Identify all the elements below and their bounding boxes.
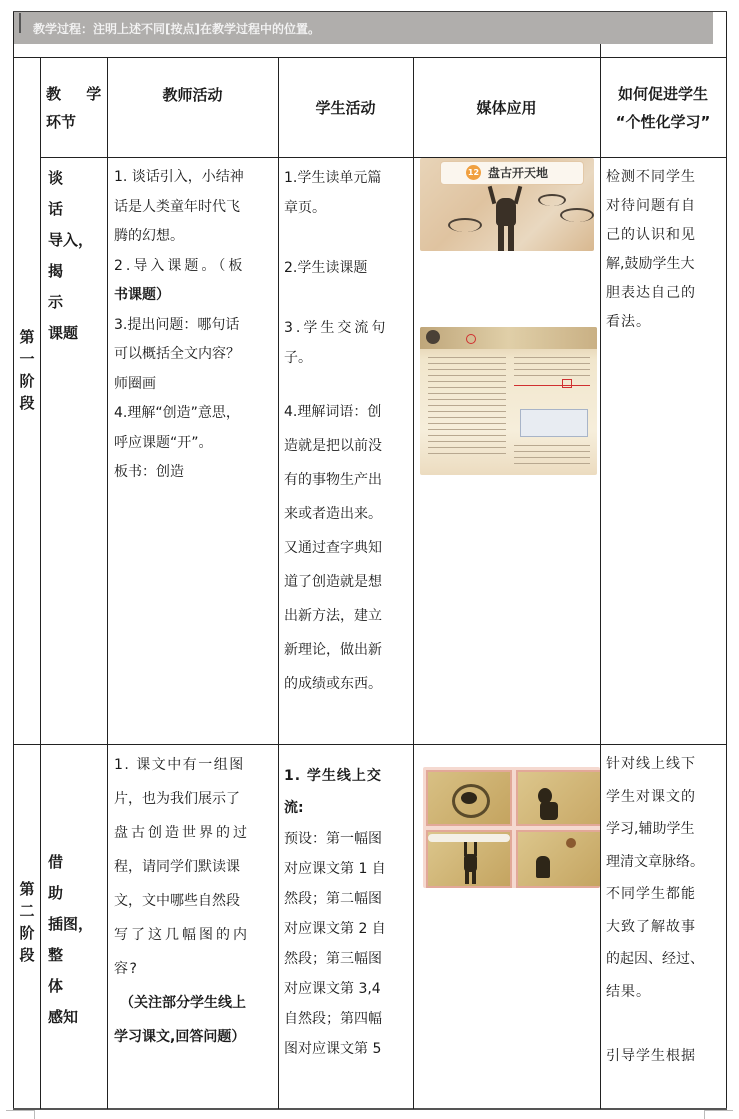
stage-label-2: 第 二 阶 段 <box>19 880 35 964</box>
student-activity-1: 1.学生读单元篇 章页。 2.学生读课题 3.学生交流句 子。 4.理解词语：创 造就是把以前没 有的事物生产出 来或者造出来。 又通过查字典知 道了创造就是想 出新方法，建立 新理论，做出新 的成绩或东西。 <box>284 170 389 692</box>
illustration-egg-chaos <box>426 770 512 826</box>
four-illustrations-grid <box>423 767 600 888</box>
text-cursor-mark <box>19 13 21 33</box>
personalized-learning-2: 针对线上线下 学生对课文的 学习,辅助学生 理清文章脉络。 不同学生都能 大致了解故事 的起因、经过、 结果。 引导学生根据 <box>606 756 704 1064</box>
page-corner-mark-right <box>704 1110 733 1119</box>
lesson-number-badge: 12 <box>466 165 481 180</box>
cloud-swirl-icon <box>538 194 566 206</box>
student-activity-2: 1. 学生线上交 流: 预设：第一幅图 对应课文第 1 自 然段；第二幅图 对应课文第 2 自 然段；第三幅图 对应课文第 3,4 自然段；第四幅 图对应课文第 5 <box>284 768 386 1057</box>
section-label-2: 借 助 插图， 整 体 感知 <box>48 853 94 1026</box>
illustration-pangu-axe <box>516 770 600 826</box>
cloud-swirl-icon <box>448 218 482 232</box>
header-section: 教 学 环节 <box>46 85 112 131</box>
lesson-title-image <box>420 158 594 251</box>
header-media-application: 媒体应用 <box>476 99 537 117</box>
lesson-title: 盘古开天地 <box>488 166 549 180</box>
banner-text: 教学过程：注明上述不同[按点]在教学过程中的位置。 <box>33 22 320 36</box>
illustration-holding-sky <box>426 830 512 888</box>
teacher-activity-1: 1. 谈话引入，小结神 话是人类童年时代飞 腾的幻想。 2.导入课题。（板 书课题） 3.提出问题：哪句话 可以概括全文内容？ 师圈画 4.理解“创造”意思， 呼应课题“开”。 板书：创造 <box>114 169 246 480</box>
teacher-activity-2: 1. 课文中有一组图 片，也为我们展示了 盘古创造世界的过 程，请同学们默读课 文，文中哪些自然段 写了这几幅图的内 容? （关注部分学生线上 学习课文,回答问题） <box>114 757 250 1045</box>
section-label-1: 谈 话 导入， 揭 示 课题 <box>48 169 94 342</box>
header-student-activity: 学生活动 <box>315 99 376 117</box>
stage-label-1: 第 一 阶 段 <box>19 328 35 412</box>
page-corner-mark-left <box>6 1110 35 1119</box>
header-personalized-learning: 如何促进学生 “个性化学习” <box>615 85 711 131</box>
textbook-page-image <box>420 327 597 475</box>
cloud-swirl-icon <box>560 208 594 222</box>
personalized-learning-1: 检测不同学生 对待问题有自 己的认识和见 解,鼓励学生大 胆表达自己的 看法。 <box>606 169 696 330</box>
illustration-pangu-kneeling <box>516 830 600 888</box>
header-teacher-activity: 教师活动 <box>162 86 223 104</box>
